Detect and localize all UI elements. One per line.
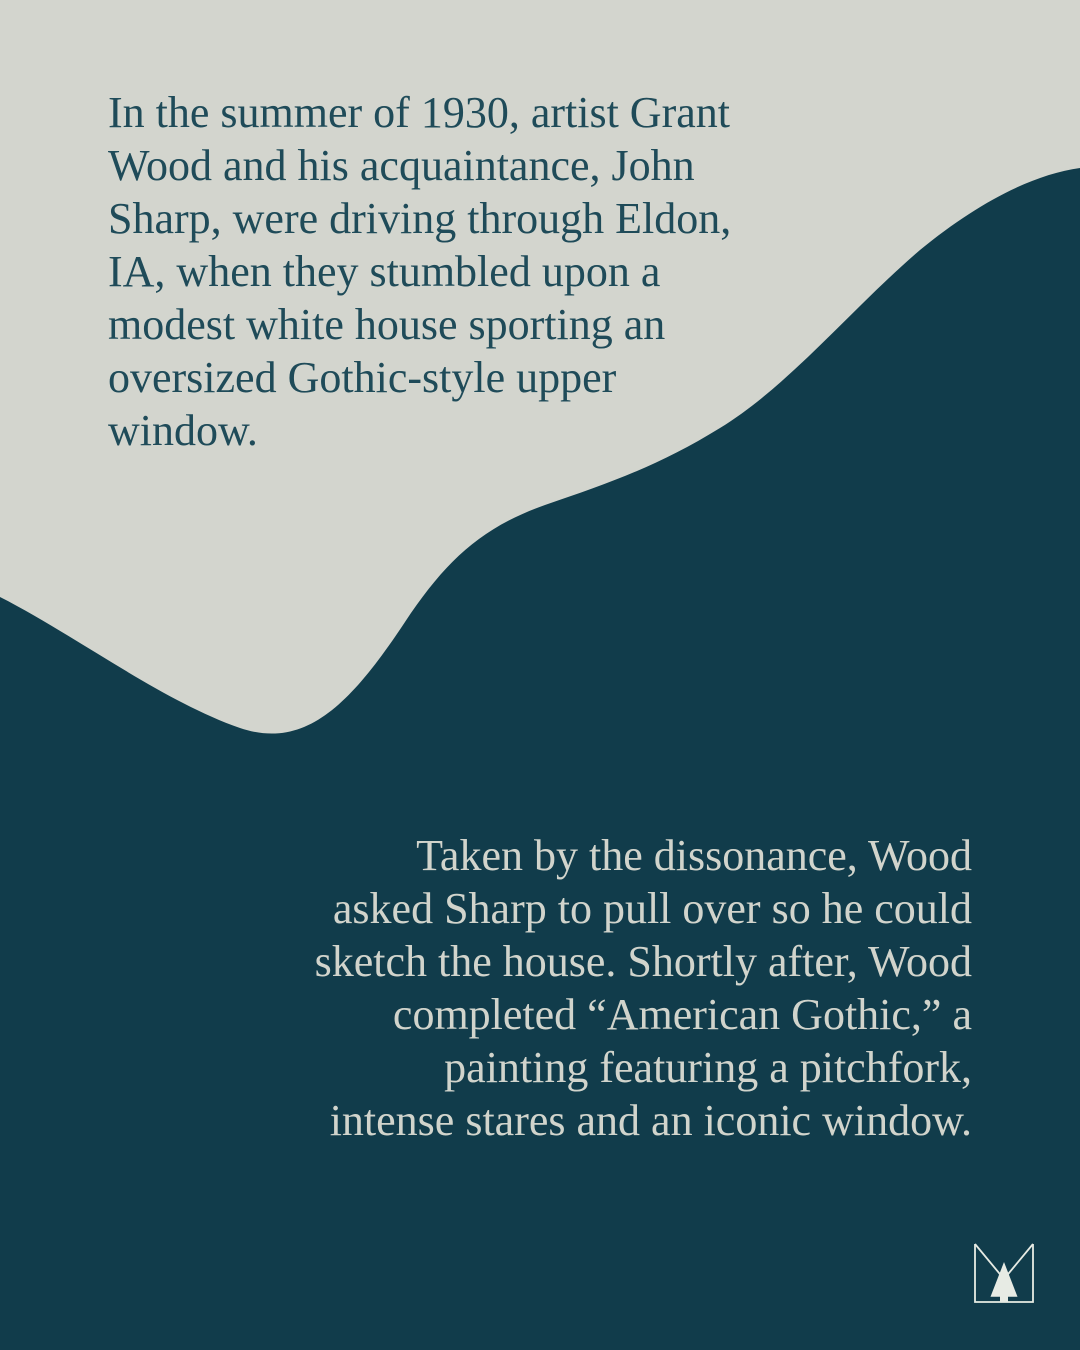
intro-line: Wood and his acquaintance, John	[108, 141, 695, 190]
brand-logo	[974, 1243, 1034, 1303]
intro-line: modest white house sporting an	[108, 300, 666, 349]
story-line: completed “American Gothic,” a	[392, 990, 972, 1039]
intro-line: IA, when they stumbled upon a	[108, 247, 661, 296]
intro-line: Sharp, were driving through Eldon,	[108, 194, 732, 243]
story-line: sketch the house. Shortly after, Wood	[314, 937, 972, 986]
story-line: Taken by the dissonance, Wood	[416, 831, 972, 880]
story-line: painting featuring a pitchfork,	[444, 1043, 972, 1092]
story-line: intense stares and an iconic window.	[329, 1096, 972, 1145]
intro-line: In the summer of 1930, artist Grant	[108, 88, 730, 137]
intro-paragraph	[108, 86, 868, 457]
story-paragraph	[152, 829, 972, 1147]
story-line: asked Sharp to pull over so he could	[332, 884, 972, 933]
intro-line: oversized Gothic-style upper	[108, 353, 617, 402]
intro-line: window.	[108, 406, 258, 455]
